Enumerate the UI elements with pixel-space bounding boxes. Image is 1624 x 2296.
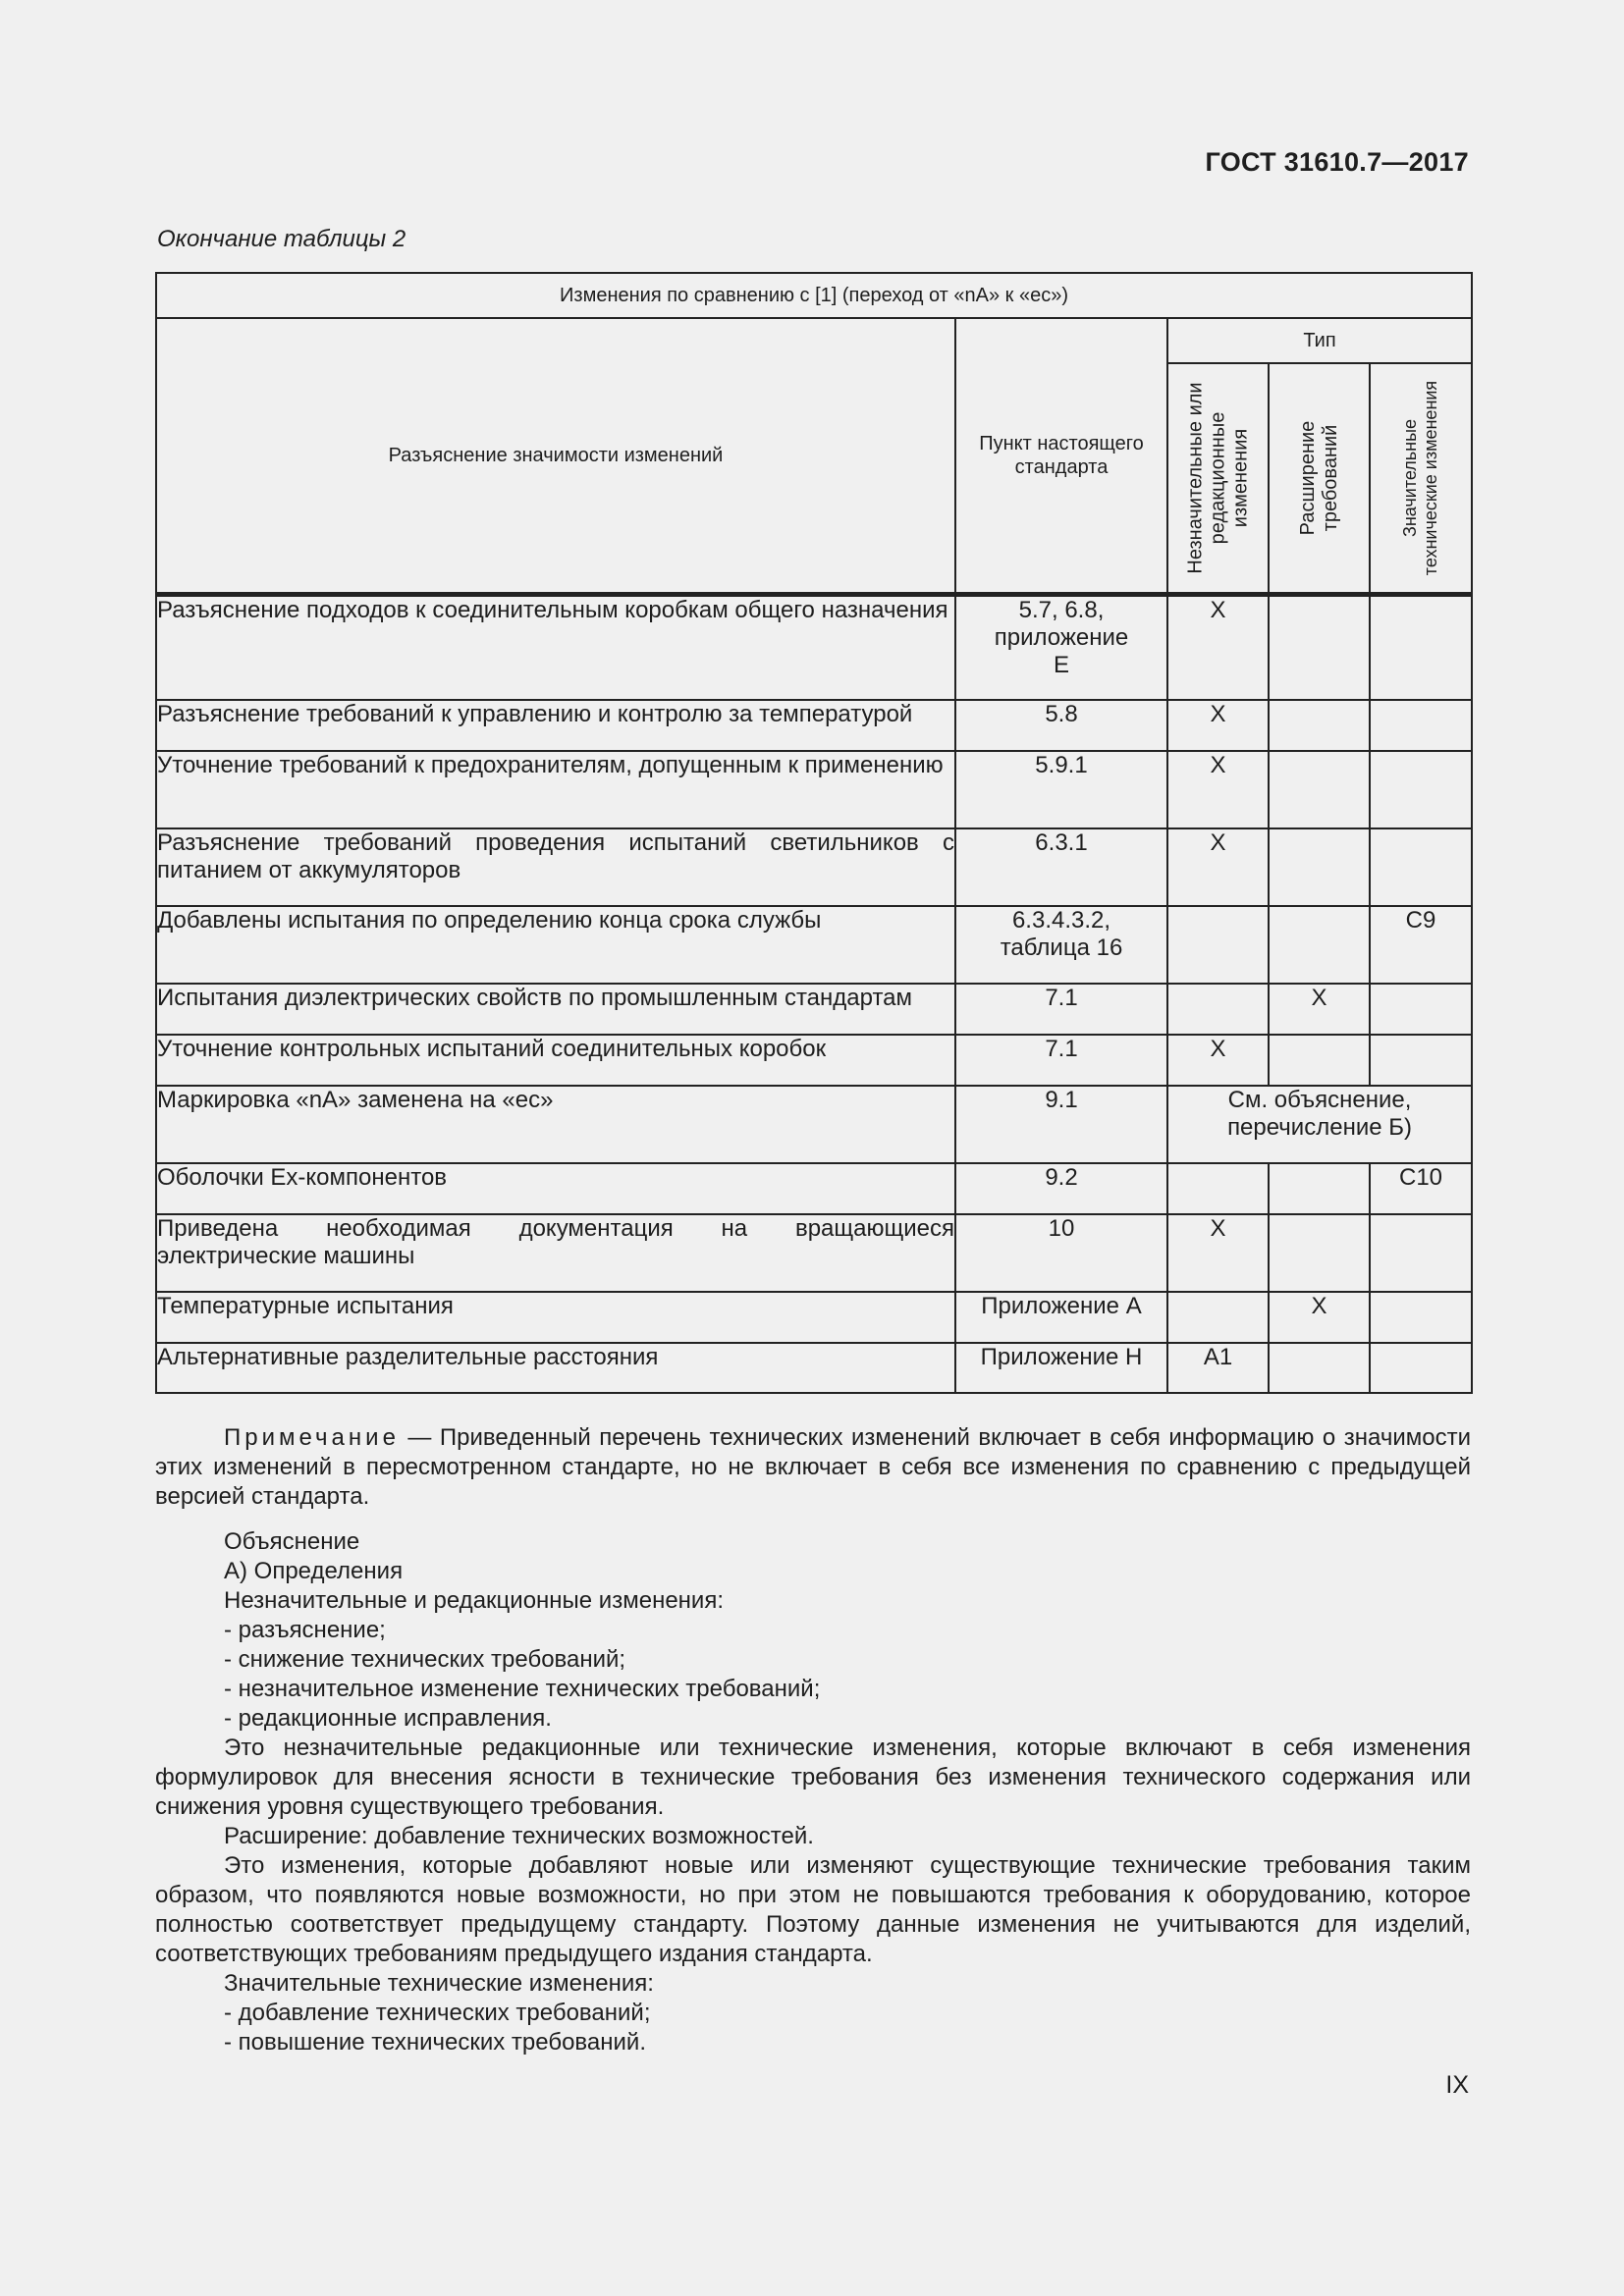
minor-item: - снижение технических требований;	[224, 1646, 626, 1673]
row-mark-major	[1370, 751, 1472, 828]
row-mark-major	[1370, 595, 1472, 700]
row-mark-minor	[1167, 1163, 1269, 1214]
row-mark-minor	[1167, 906, 1269, 984]
table-row	[156, 751, 1472, 828]
col-header-explanation: Разъяснение значимости изменений	[156, 318, 955, 595]
col-header-type: Тип	[1167, 318, 1472, 363]
row-clause: 5.9.1	[955, 751, 1167, 828]
row-clause: 9.2	[955, 1163, 1167, 1214]
row-description: Температурные испытания	[156, 1292, 955, 1343]
note-text: — Приведенный перечень технических изменений включает в себя информацию о значимости этих изменений в пересмотренном стандарте, но не включает в себя все изменения по сравнению с предыдущей версией стандарта.	[155, 1424, 1471, 1510]
row-mark-minor: X	[1167, 1214, 1269, 1292]
row-clause: 10	[955, 1214, 1167, 1292]
row-mark-extension	[1269, 700, 1370, 751]
row-description: Разъяснение требований проведения испытаний светильников с питанием от аккумуляторов	[156, 828, 955, 906]
row-mark-extension	[1269, 1214, 1370, 1292]
standard-id: ГОСТ 31610.7—2017	[1205, 147, 1469, 177]
row-clause: 6.3.1	[955, 828, 1167, 906]
row-description: Испытания диэлектрических свойств по промышленным стандартам	[156, 984, 955, 1035]
col-header-extension-label: Расширение требований	[1296, 420, 1341, 536]
row-description: Уточнение контрольных испытаний соединительных коробок	[156, 1035, 955, 1086]
table-caption: Окончание таблицы 2	[157, 226, 406, 252]
row-description: Уточнение требований к предохранителям, допущенным к применению	[156, 751, 955, 828]
row-mark-major	[1370, 1343, 1472, 1393]
row-description: Разъяснение требований к управлению и контролю за температурой	[156, 700, 955, 751]
row-mark-major	[1370, 828, 1472, 906]
row-clause: Приложение Н	[955, 1343, 1167, 1393]
row-mark-extension	[1269, 1343, 1370, 1393]
row-mark-extension	[1269, 906, 1370, 984]
row-mark-minor	[1167, 1292, 1269, 1343]
table-title: Изменения по сравнению с [1] (переход от «nA» к «ec»)	[156, 273, 1472, 318]
page-number: IX	[1445, 2071, 1469, 2099]
row-mark-extension: X	[1269, 1292, 1370, 1343]
table-row	[156, 595, 1472, 700]
row-description: Добавлены испытания по определению конца срока службы	[156, 906, 955, 984]
table-row	[156, 984, 1472, 1035]
row-mark-minor	[1167, 984, 1269, 1035]
minor-item: - незначительное изменение технических требований;	[224, 1676, 821, 1702]
row-description: Оболочки Ex-компонентов	[156, 1163, 955, 1214]
row-mark-minor: X	[1167, 828, 1269, 906]
row-mark-minor: X	[1167, 751, 1269, 828]
minor-item: - редакционные исправления.	[224, 1705, 552, 1732]
row-mark-major	[1370, 1035, 1472, 1086]
row-mark-minor: X	[1167, 595, 1269, 700]
row-mark-major	[1370, 700, 1472, 751]
row-description: Маркировка «nA» заменена на «ec»	[156, 1086, 955, 1163]
table-row	[156, 1035, 1472, 1086]
row-mark-major	[1370, 984, 1472, 1035]
row-mark-minor: X	[1167, 1035, 1269, 1086]
table-row	[156, 906, 1472, 984]
changes-table	[155, 272, 1473, 1394]
row-mark-extension	[1269, 751, 1370, 828]
row-mark-major: C10	[1370, 1163, 1472, 1214]
row-mark-major	[1370, 1214, 1472, 1292]
row-description: Альтернативные разделительные расстояния	[156, 1343, 955, 1393]
table-row	[156, 1292, 1472, 1343]
row-description: Разъяснение подходов к соединительным коробкам общего назначения	[156, 595, 955, 700]
table-row	[156, 1086, 1472, 1163]
table-note	[155, 1423, 1471, 1512]
row-clause: 7.1	[955, 1035, 1167, 1086]
extension-description: Это изменения, которые добавляют новые или изменяют существующие технические требования таким образом, что появляются новые возможности, но при этом не повышаются требования к оборудованию, которое полностью соответствует предыдущему стандарту. Поэтому данные изменения не учитываются для изделий, соответствующих требованиям предыдущего издания стандарта.	[155, 1852, 1471, 1967]
major-changes-title: Значительные технические изменения:	[224, 1970, 654, 1997]
row-clause: 6.3.4.3.2, таблица 16	[955, 906, 1167, 984]
row-mark-major: C9	[1370, 906, 1472, 984]
row-mark-minor: X	[1167, 700, 1269, 751]
row-mark-extension: X	[1269, 984, 1370, 1035]
extension-title: Расширение: добавление технических возможностей.	[224, 1823, 814, 1849]
row-mark-major	[1370, 1292, 1472, 1343]
col-header-minor-label: Незначительные или редакционные изменения	[1184, 382, 1251, 574]
table-row	[156, 700, 1472, 751]
row-merged-explanation: См. объяснение, перечисление Б)	[1167, 1086, 1472, 1163]
row-mark-extension	[1269, 1163, 1370, 1214]
row-clause: 5.7, 6.8, приложение Е	[955, 595, 1167, 700]
explanation-section	[155, 1527, 1471, 2057]
note-label: Примечание	[224, 1424, 400, 1451]
row-mark-extension	[1269, 828, 1370, 906]
row-clause: 7.1	[955, 984, 1167, 1035]
explanation-heading: Объяснение	[224, 1528, 360, 1555]
table-row	[156, 1214, 1472, 1292]
col-header-extension	[1269, 363, 1370, 595]
table-row	[156, 828, 1472, 906]
row-clause: 5.8	[955, 700, 1167, 751]
minor-changes-title: Незначительные и редакционные изменения:	[224, 1587, 724, 1614]
table-row	[156, 1343, 1472, 1393]
col-header-minor	[1167, 363, 1269, 595]
row-clause: 9.1	[955, 1086, 1167, 1163]
minor-changes-description: Это незначительные редакционные или технические изменения, которые включают в себя изменения формулировок для внесения ясности в технические требования без изменения технического содержания или снижения уровня существующего требования.	[155, 1735, 1471, 1820]
row-mark-extension	[1269, 1035, 1370, 1086]
minor-item: - разъяснение;	[224, 1617, 386, 1643]
explanation-definitions: А) Определения	[224, 1558, 404, 1584]
row-mark-extension	[1269, 595, 1370, 700]
table-row	[156, 1163, 1472, 1214]
major-item: - повышение технических требований.	[224, 2029, 646, 2056]
col-header-major-label: Значительные технические изменения	[1400, 380, 1441, 576]
col-header-clause: Пункт настоящего стандарта	[955, 318, 1167, 595]
col-header-major	[1370, 363, 1472, 595]
row-mark-minor: A1	[1167, 1343, 1269, 1393]
row-description: Приведена необходимая документация на вращающиеся электрические машины	[156, 1214, 955, 1292]
row-clause: Приложение А	[955, 1292, 1167, 1343]
major-item: - добавление технических требований;	[224, 2000, 651, 2026]
